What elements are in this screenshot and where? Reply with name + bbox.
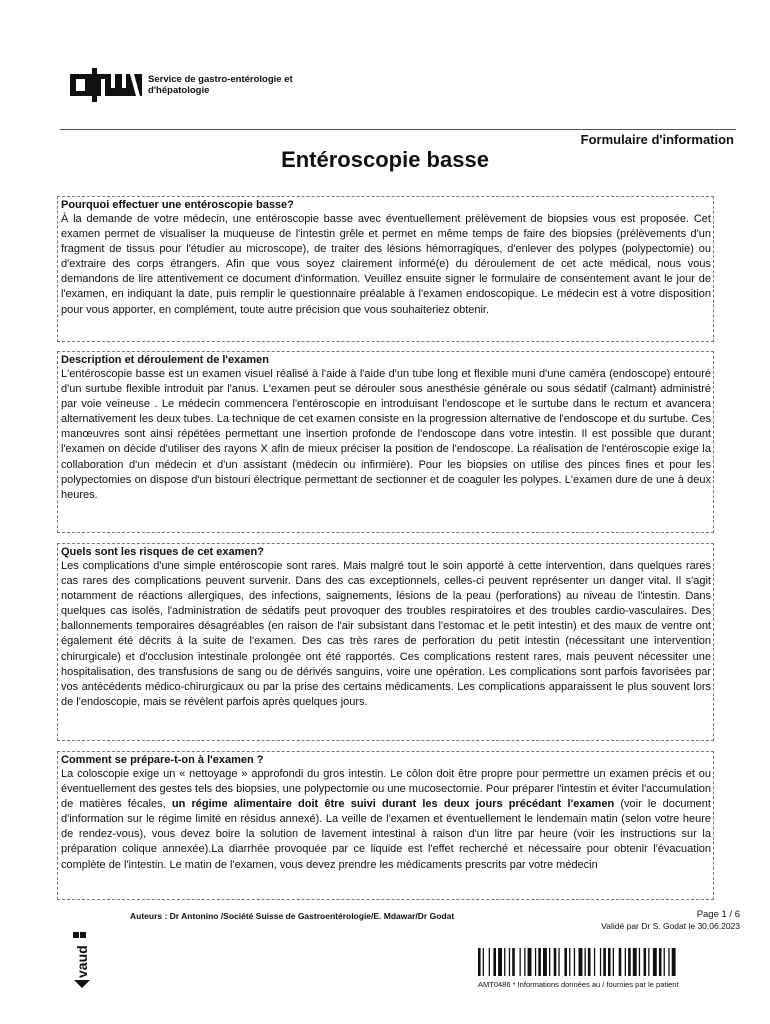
service-line-1: Service de gastro-entérologie et — [148, 74, 293, 85]
document-reference: AMT0486 * Informations données au / fournies par le patient — [478, 980, 679, 989]
section-description — [57, 351, 714, 533]
service-line-2: d'hépatologie — [148, 85, 210, 96]
page-number: Page 1 / 6 — [696, 909, 740, 920]
section-body: Les complications d'une simple entéroscopie sont rares. Mais malgré tout le soin apporté à cette intervention, dans quelques rares cas rares des complications peuvent survenir. Dans des cas exceptionnels, celles-ci peuvent représenter un danger vital. Il s'agit notamment de réactions allergiques, des infections, saignements, lésions de la peau (perforations) au niveau de l'intestin. Dans quelques cas isolés, l'administration de sédatifs peut provoquer des troubles respiratoires et des troubles cardio-vasculaires. Des ballonnements temporaires désagréables (en raison de l'air subsistant dans l'estomac et le petit intestin) et des maux de ventre ont également été décrits à la suite de l'examen. Des cas très rares de perforation du petit intestin (nécessitant une intervention chirurgicale) et d'occlusion intestinale prolongée ont été rapportés. Ces complications restent rares, mais peuvent nécessiter une hospitalisation, des transfusions de sang ou de dérivés sanguins, voire une opération. Les complications sont parfois favorisées par vos antécédents médico-chirurgicaux ou par la prise des certains médicaments. Les complications apparaissent le plus souvent lors de l'endoscopie, mais se révèlent parfois après quelques jours. — [61, 560, 711, 708]
section-preparation — [57, 751, 714, 900]
svg-text:vaud: vaud — [74, 945, 90, 978]
barcode — [478, 948, 736, 976]
form-type-label: Formulaire d'information — [580, 132, 734, 147]
body-text: La coloscopie exige un « nettoyage » approfondi du gros intestin. Le côlon doit être propre pour permettre un examen précis et ou éventuellement des gestes tels des biopsies, une polypectomie ou une mucosectomie. Pour préparer l'intestin et éviter l'accumulation de matières fécales, — [61, 768, 711, 811]
service-name — [148, 74, 348, 96]
section-body: À la demande de votre médecin, une entéroscopie basse avec éventuellement prélèvement de biopsies vous est proposée. Cet examen permet de visualiser la muqueuse de l'intestin grêle et permet en même temps de faire des biopsies (prélèvements d'un fragment de tissus pour l'étudier au microscope), de traiter des lésions hémorragiques, d'enlever des polypes (polypectomie) ou d'extraire des corps étrangers. Afin que vous soyez clairement informé(e) du déroulement de cet acte médical, nous vous demandons de lire attentivement ce document d'information. Veuillez ensuite signer le formulaire de consentement avant le jour de l'examen, en indiquant la date, puis remplir le questionnaire préalable à l'examen endoscopique. Le médecin est à votre disposition pour vous apporter, en complément, toute autre précision que vous souhaiteriez obtenir. — [61, 213, 711, 316]
section-heading: Pourquoi effectuer une entéroscopie basse? — [61, 199, 294, 211]
section-risks — [57, 543, 714, 741]
diet-emphasis: un régime alimentaire doit être suivi durant les deux jours précédant l'examen — [171, 798, 615, 811]
section-body — [61, 767, 711, 873]
chuv-logo — [70, 68, 142, 102]
header-divider — [60, 129, 736, 130]
section-why — [57, 196, 714, 342]
body-text: (voir le document d'information sur le régime limité en résidus annexé). La veille de l'examen et éventuellement le lendemain matin (selon votre heure de rendez-vous), vous devez boire la solution de lavement intestinal à raison d'un litre par heure (voir les instructions sur la préparation colique annexée).La diarrhée provoquée par ce liquide est l'effet recherché et nécessaire pour obtenir l'évacuation complète de l'intestin. Le matin de l'examen, vous devez prendre les médicaments prescrits par votre médecin — [61, 798, 711, 871]
section-body: L'entéroscopie basse est un examen visuel réalisé à l'aide à l'aide d'un tube long et flexible muni d'une caméra (endoscope) entouré d'un surtube flexible introduit par l'anus. L'examen peut se dérouler sous anesthésie générale ou sous sédatif (calmant) administré par voie veineuse . Le médecin commencera l'entéroscopie en introduisant l'endoscope et le surtube dans le rectum et avancera alternativement les deux tubes. La technique de cet examen consiste en la progression alternative de l'endoscope et du surtube. Ces manœuvres sont ainsi répétées permettant une insertion profonde de l'endoscope dans votre intestin. Il est possible que durant l'examen on décide d'utiliser des rayons X afin de mieux préciser la position de l'endoscope. La réalisation de l'entéroscopie exige la collaboration d'un médecin et d'un assistant (médecin ou infirmière). Pour les biopsies on utilise des pinces fines et pour les polypectomies on dispose d'un bistouri électrique permettant de sectionner et de coaguler les polypes. L'examen dure de une à deux heures. — [61, 368, 711, 501]
section-heading: Comment se prépare-t-on à l'examen ? — [61, 754, 264, 766]
canton-vaud-logo — [70, 930, 94, 990]
validation-line: Validé par Dr S. Godat le 30.06.2023 — [601, 921, 740, 931]
page-title: Entéroscopie basse — [281, 147, 489, 172]
section-heading: Quels sont les risques de cet examen? — [61, 546, 264, 558]
authors-line: Auteurs : Dr Antonino /Société Suisse de Gastroentérologie/E. Mdawar/Dr Godat — [130, 911, 455, 921]
section-heading: Description et déroulement de l'examen — [61, 354, 270, 366]
